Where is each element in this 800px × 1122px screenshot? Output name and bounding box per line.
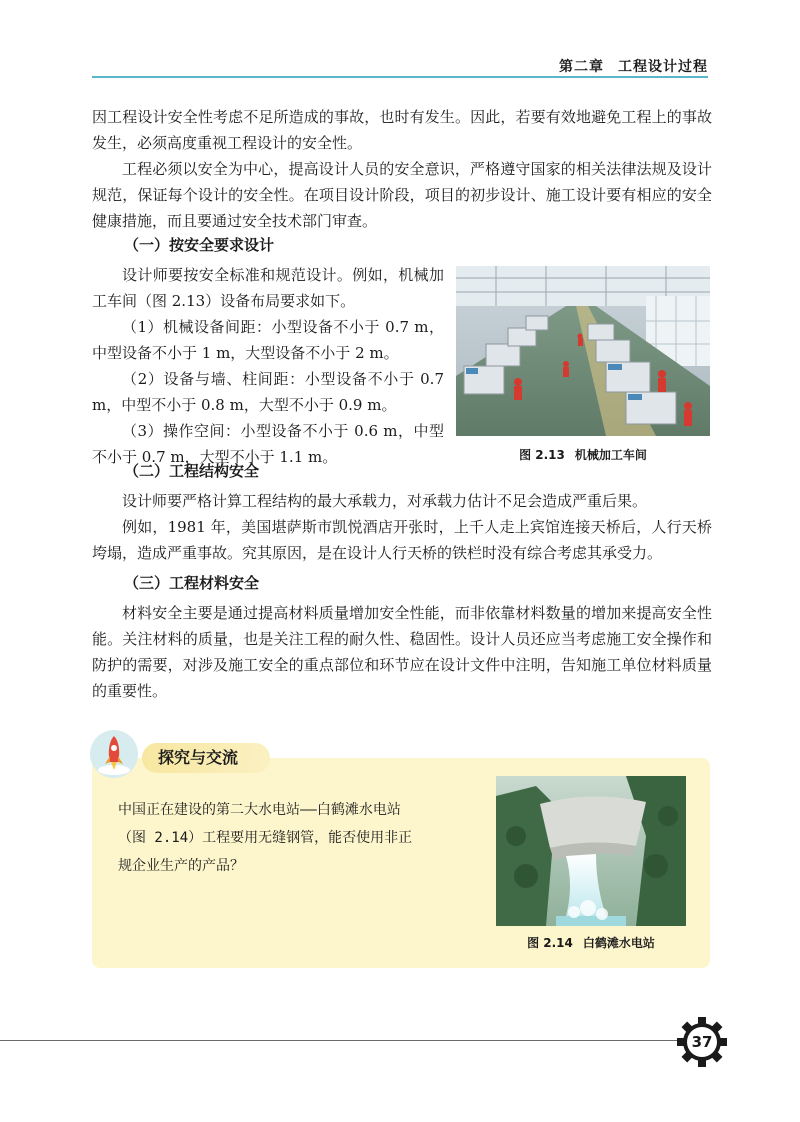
figure-2-13-number: 图 2.13 [519, 448, 565, 462]
figure-2-14-number: 图 2.14 [527, 936, 573, 950]
spacing-item-1: （1）机械设备间距：小型设备不小于 0.7 m，中型设备不小于 1 m，大型设备不小于 2 m。 [92, 318, 444, 362]
header-divider [92, 76, 708, 78]
footer-divider [0, 1040, 690, 1041]
explore-question: 中国正在建设的第二大水电站——白鹤滩水电站（图 2.14）工程要用无缝钢管，能否使用非正规企业生产的产品？ [118, 802, 413, 874]
figure-2-13-workshop-image [456, 266, 710, 436]
section-2-paragraph-2: 例如，1981 年，美国堪萨斯市凯悦酒店开张时，上千人走上宾馆连接天桥后，人行天桥垮塌，造成严重事故。究其原因，是在设计人行天桥的铁栏时没有综合考虑其承受力。 [92, 518, 712, 562]
figure-2-13-caption [456, 446, 710, 463]
section-heading-1: （一）按安全要求设计 [124, 236, 275, 254]
section-1-body [92, 262, 444, 470]
chapter-number: 第二章 [559, 59, 604, 75]
section-2-paragraph-1: 设计师要严格计算工程结构的最大承载力，对承载力估计不足会造成严重后果。 [122, 492, 648, 510]
chapter-header [559, 56, 708, 76]
section-heading-3: （三）工程材料安全 [124, 574, 260, 592]
intro-paragraph-2: 工程必须以安全为中心，提高设计人员的安全意识，严格遵守国家的相关法律法规及设计规范，保证每个设计的安全性。在项目设计阶段，项目的初步设计、施工设计要有相应的安全健康措施，而且要通过安全技术部门审查。 [92, 160, 712, 230]
spacing-item-3: （3）操作空间：小型设备不小于 0.6 m，中型不小于 0.7 m，大型不小于 1.1 m。 [92, 422, 444, 466]
rocket-icon [86, 726, 142, 782]
figure-2-14-title: 白鹤滩水电站 [582, 936, 655, 950]
section-3-paragraph: 材料安全主要是通过提高材料质量增加安全性能，而非依靠材料数量的增加来提高安全性能。关注材料的质量，也是关注工程的耐久性、稳固性。设计人员还应当考虑施工安全操作和防护的需要，对涉及施工安全的重点部位和环节应在设计文件中注明，告知施工单位材料质量的重要性。 [92, 604, 712, 700]
figure-2-14-caption [496, 934, 686, 951]
section-heading-2: （二）工程结构安全 [124, 462, 260, 480]
page-number: 37 [691, 1033, 713, 1051]
spacing-item-2: （2）设备与墙、柱间距：小型设备不小于 0.7 m，中型不小于 0.8 m，大型不小于 0.9 m。 [92, 370, 444, 414]
intro-paragraph-1: 因工程设计安全性考虑不足所造成的事故，也时有发生。因此，若要有效地避免工程上的事故发生，必须高度重视工程设计的安全性。 [92, 108, 712, 152]
explore-label: 探究与交流 [142, 743, 270, 773]
section-1-paragraph: 设计师要按安全标准和规范设计。例如，机械加工车间（图 2.13）设备布局要求如下。 [92, 266, 444, 310]
figure-2-14-dam-image [496, 776, 686, 926]
figure-2-13-title: 机械加工车间 [574, 448, 647, 462]
chapter-title: 工程设计过程 [618, 59, 708, 75]
